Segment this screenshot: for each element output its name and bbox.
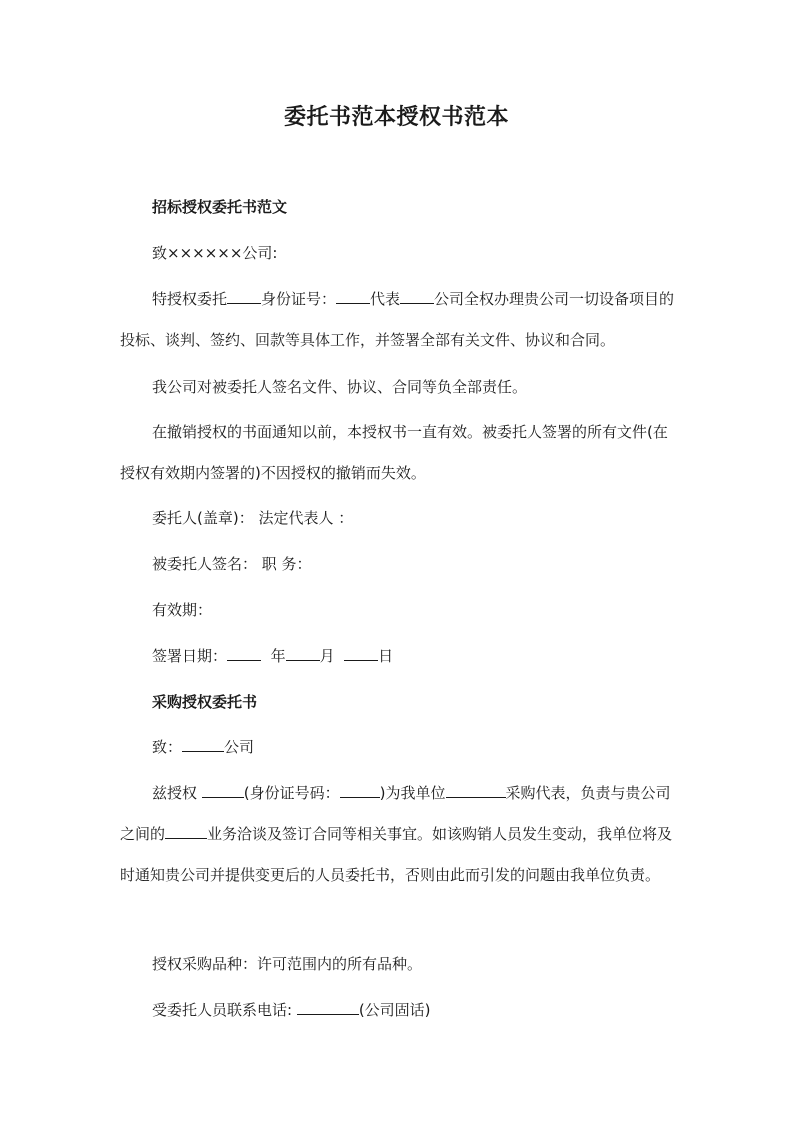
text-fragment: (公司固话) (358, 1001, 431, 1019)
blank-line (344, 646, 378, 661)
section2-heading: 采购授权委托书 (152, 693, 258, 711)
blank-line (336, 289, 370, 304)
blank-line (340, 783, 380, 798)
section2-paragraph-2: 授权采购品种：许可范围内的所有品种。 (152, 955, 423, 973)
signing-date-line (120, 636, 680, 677)
section2-paragraph-1 (120, 773, 680, 896)
section2-to-line (120, 727, 680, 768)
date-label: 签署日期： (152, 647, 228, 665)
section1-paragraph-1 (120, 279, 680, 361)
section1-heading: 招标授权委托书范文 (152, 198, 288, 216)
text-fragment: (身份证号码： (243, 784, 340, 802)
agent-signature-line: 被委托人签名： 职 务： (152, 555, 312, 573)
section2-phone-line (120, 990, 680, 1031)
text-fragment: 代表 (370, 290, 401, 308)
year-label: 年 (270, 647, 286, 665)
blank-line (227, 289, 261, 304)
text-fragment: 致： (152, 738, 183, 756)
blank-line (297, 1000, 359, 1015)
text-fragment: 公司全权办理贵公司一切设备项目的投标、谈判、签约、回款等具体工作，并签署全部有关文件、协议和合同。 (120, 290, 675, 349)
month-label: 月 (319, 647, 335, 665)
blank-line (165, 824, 207, 839)
text-fragment: 公司 (224, 738, 255, 756)
section1-to-line: 致××××××公司: (152, 244, 278, 262)
blank-line (182, 737, 224, 752)
blank-line (286, 646, 320, 661)
section1-paragraph-3: 在撤销授权的书面通知以前，本授权书一直有效。被委托人签署的所有文件(在授权有效期内签署的)不因授权的撤销而失效。 (120, 423, 668, 482)
text-fragment: 特授权委托 (152, 290, 228, 308)
blank-line (400, 289, 434, 304)
text-fragment: 业务洽谈及签订合同等相关事宜。如该购销人员发生变动，我单位将及时通知贵公司并提供变更后的人员委托书，否则由此而引发的问题由我单位负责。 (120, 825, 673, 884)
day-label: 日 (378, 647, 394, 665)
text-fragment: )为我单位 (379, 784, 446, 802)
text-fragment: 身份证号： (261, 290, 337, 308)
section1-paragraph-2: 我公司对被委托人签名文件、协议、合同等负全部责任。 (152, 378, 528, 396)
document-title: 委托书范本授权书范本 (283, 105, 509, 130)
blank-line (202, 783, 244, 798)
blank-line (227, 646, 261, 661)
text-fragment: 采购代表，负责与贵公司之间的 (120, 784, 671, 843)
validity-line: 有效期： (152, 601, 213, 619)
text-fragment: 兹授权 (152, 784, 202, 802)
blank-line (446, 783, 506, 798)
principal-line: 委托人(盖章)： 法定代表人 ： (152, 509, 354, 527)
text-fragment: 受委托人员联系电话: (152, 1001, 297, 1019)
